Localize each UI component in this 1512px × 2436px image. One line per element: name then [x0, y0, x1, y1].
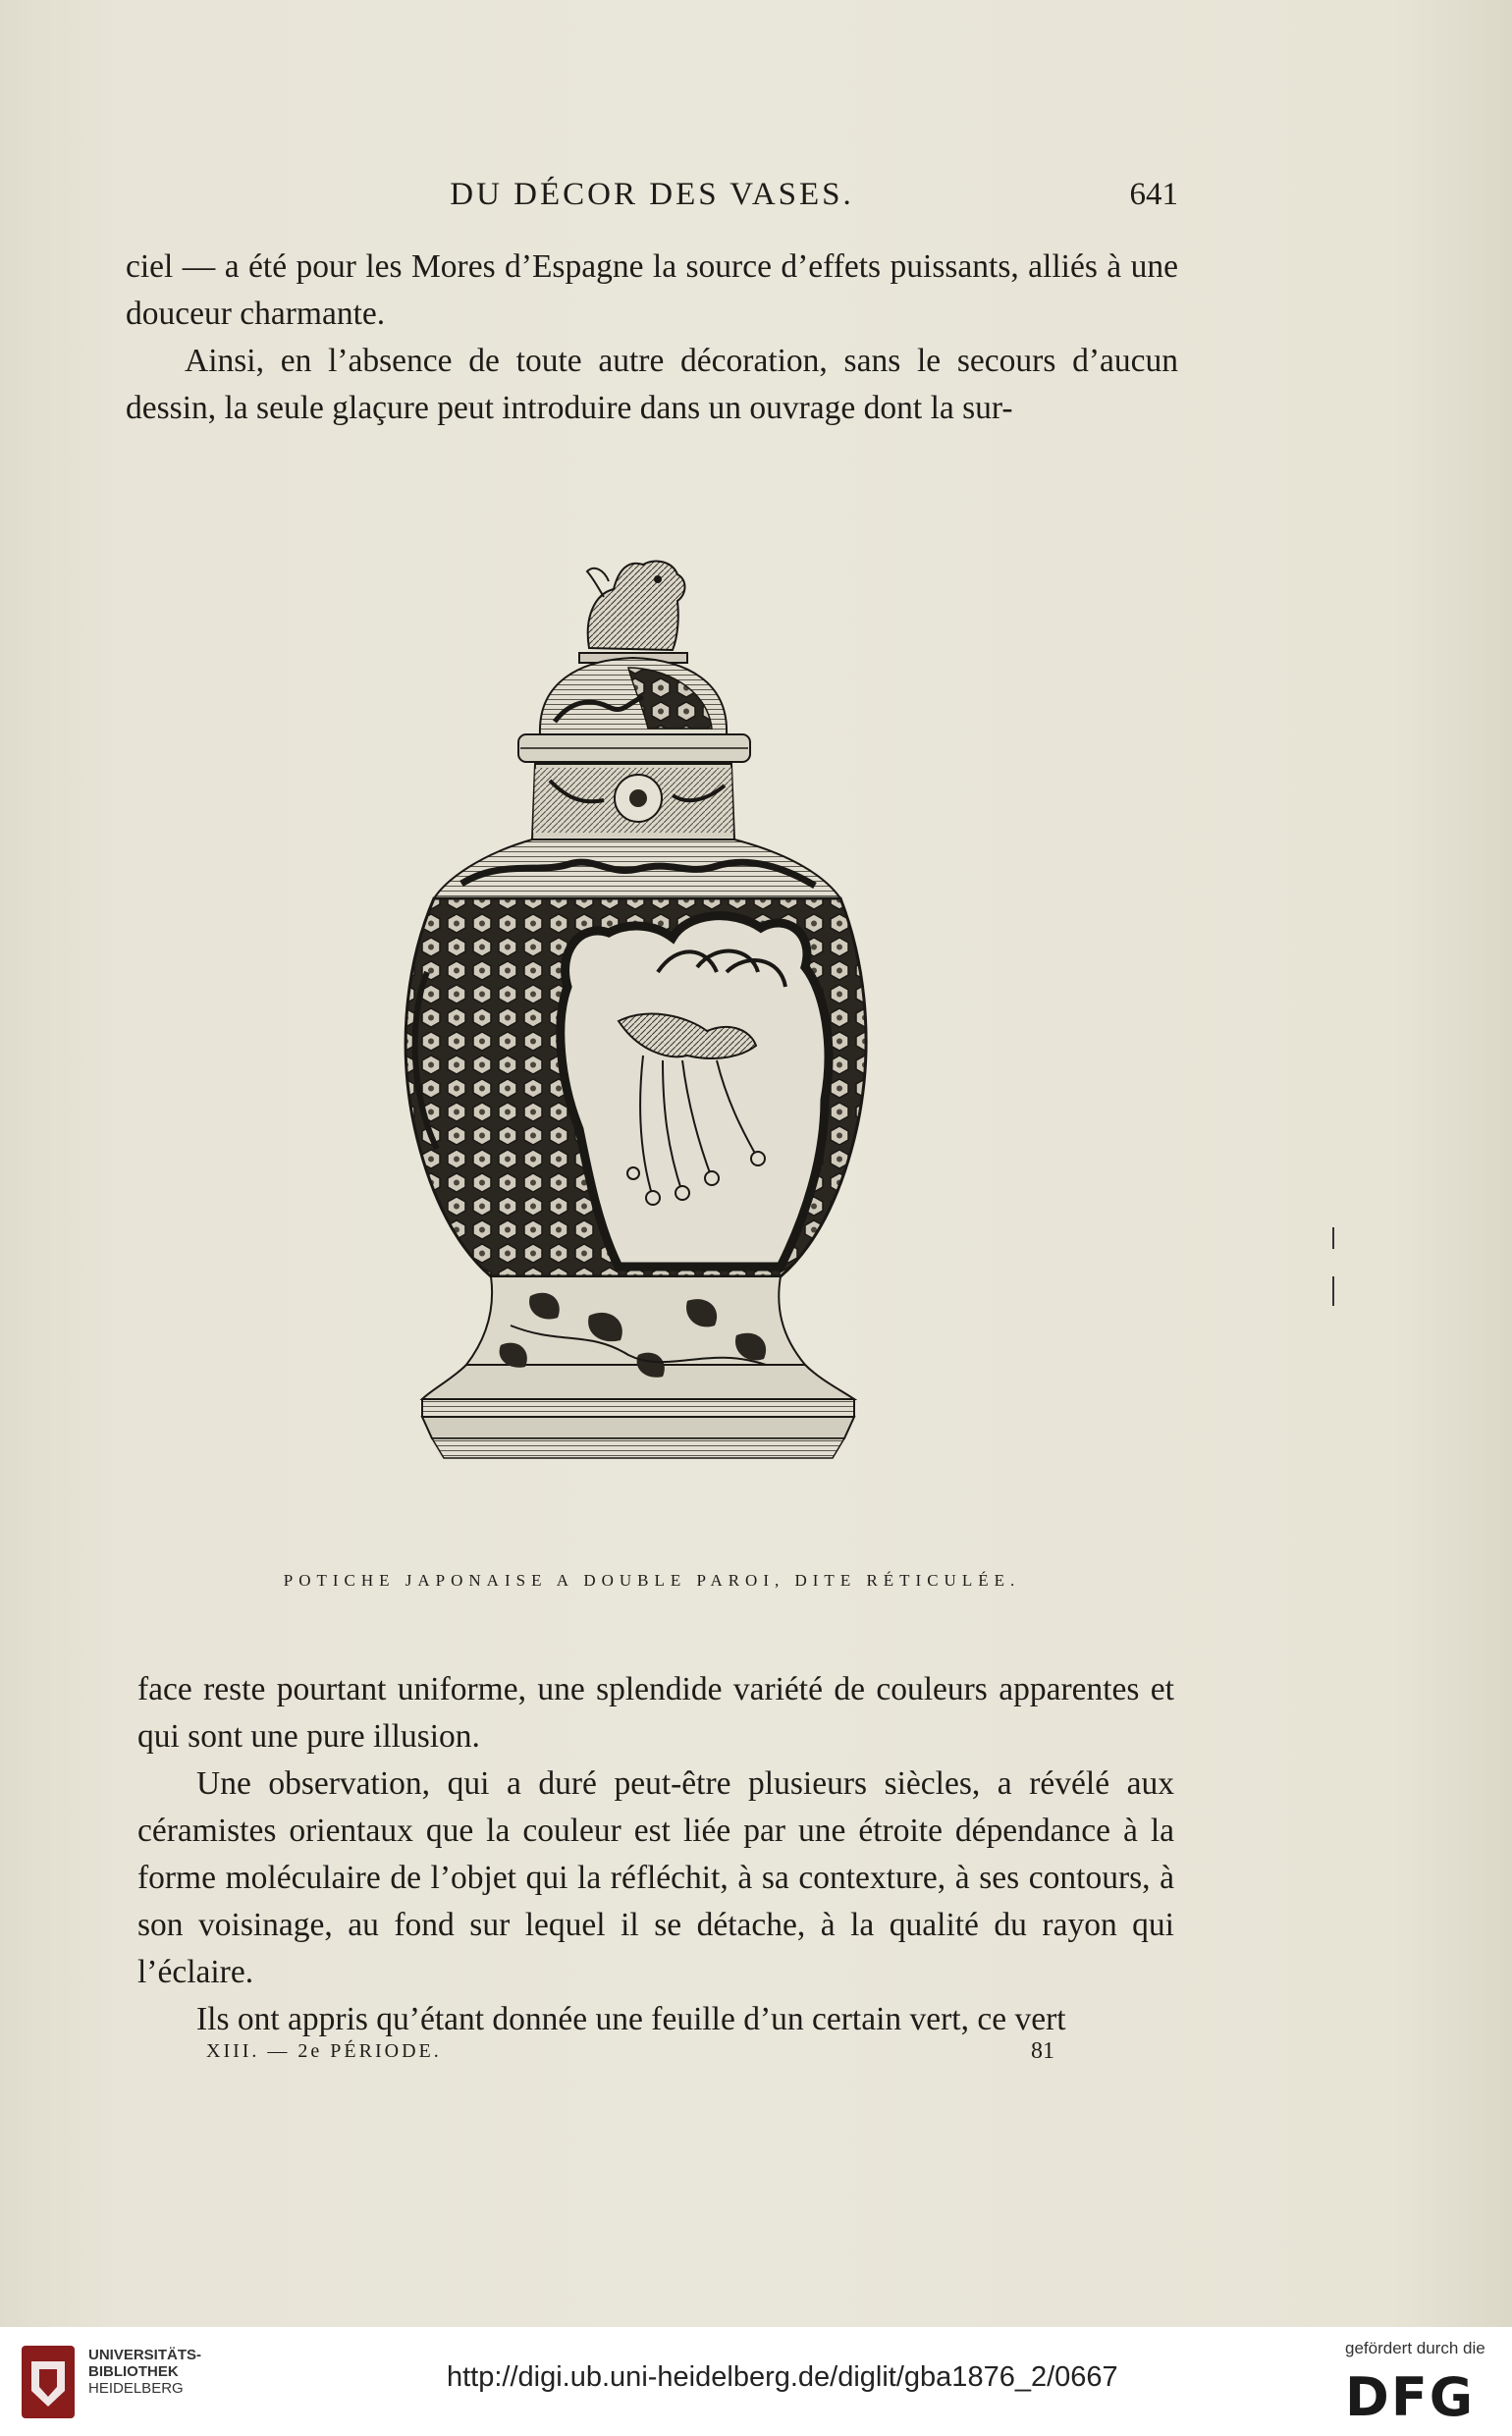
vase-illustration [393, 511, 943, 1532]
permalink[interactable]: http://digi.ub.uni-heidelberg.de/diglit/gba1876_2/0667 [447, 2361, 1118, 2393]
paragraph: Ainsi, en l’absence de toute autre décoration, sans le secours d’aucun dessin, la seule glaçure peut introduire dans un ouvrage dont la sur- [126, 343, 1178, 426]
text-block-bottom [137, 1666, 1174, 2043]
running-head [126, 177, 1178, 226]
margin-mark [1332, 1276, 1334, 1306]
signature-mark: XIII. — 2e PÉRIODE. [206, 2040, 442, 2062]
sponsor-label: gefördert durch die [1345, 2339, 1485, 2357]
page-number: 641 [1129, 177, 1178, 212]
sheet-number: 81 [1031, 2038, 1054, 2064]
lion-finial [579, 562, 687, 663]
institution-line: BIBLIOTHEK [88, 2363, 179, 2380]
paragraph: ciel — a été pour les Mores d’Espagne la source d’effets puissants, alliés à une douceur charmante. [126, 248, 1178, 332]
paragraph: Ils ont appris qu’étant donnée une feuille d’un certain vert, ce vert [196, 2001, 1066, 2037]
institution-name [88, 2347, 201, 2397]
running-head-title: DU DÉCOR DES VASES. [450, 177, 854, 212]
text-block-top [126, 244, 1178, 432]
dfg-logo: DFG [1345, 2366, 1476, 2428]
figure-caption: POTICHE JAPONAISE A DOUBLE PAROI, DITE RÉTICULÉE. [283, 1571, 1021, 1590]
institution-line: UNIVERSITÄTS- [88, 2347, 202, 2363]
institution-line: HEIDELBERG [88, 2380, 184, 2397]
university-seal-icon [18, 2342, 79, 2422]
paragraph: face reste pourtant uniforme, une splendide variété de couleurs apparentes et qui sont une pure illusion. [137, 1671, 1174, 1755]
margin-mark [1332, 1227, 1334, 1249]
paragraph: Une observation, qui a duré peut-être plusieurs siècles, a révélé aux céramistes orientaux que la couleur est liée par une étroite dépendance à la forme moléculaire de l’objet qui la réfléchit, à sa contexture, à ses contours, à son voisinage, au fond sur lequel il se détache, à la qualité du rayon qui l’éclaire. [137, 1765, 1174, 1990]
